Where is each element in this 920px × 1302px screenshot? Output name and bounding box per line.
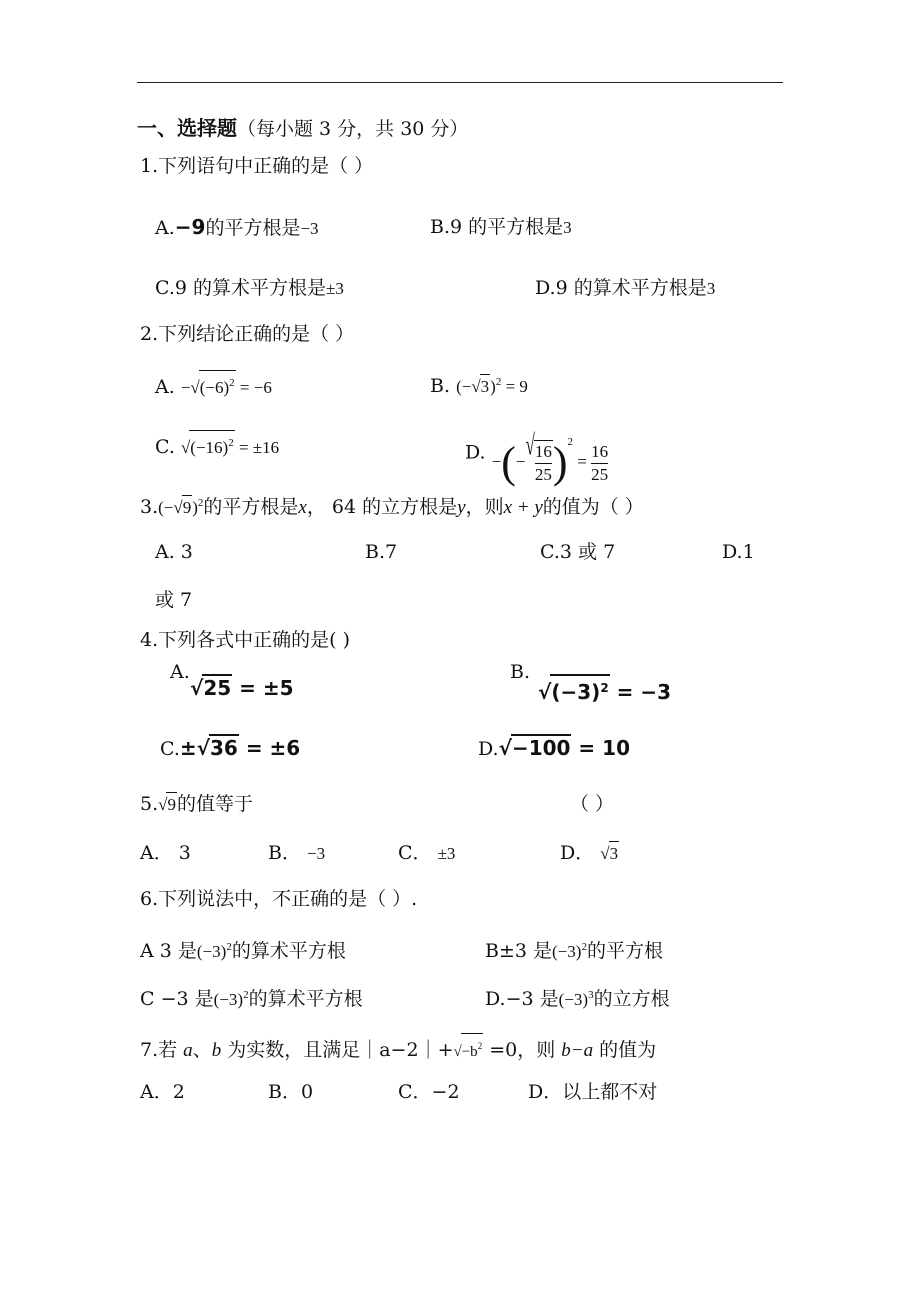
section-heading [137, 116, 468, 141]
q3-option-d: D.1 [722, 541, 755, 563]
q2-a-math: $-√(-6)^2 = -6$ [181, 378, 272, 397]
q4-option-c: C.±√36 = ±6 [160, 736, 301, 760]
q6-option-b: B±3 是$(-3)^2$的平方根 [485, 940, 663, 962]
q1-option-b: B.9 的平方根是3 [430, 216, 572, 238]
q7-option-c: C．−2 [398, 1081, 460, 1103]
q1-option-c: C.9 的算术平方根是±3 [155, 277, 344, 299]
q7-radical: $√-b^2$ [453, 1044, 483, 1060]
q1-stem: 1.下列语句中正确的是（ ） [140, 155, 374, 177]
q6-option-d: D.−3 是$(-3)^3$的立方根 [485, 988, 670, 1010]
q7-option-b: B．0 [268, 1081, 314, 1103]
q1-option-a: A.−9的平方根是−3 [155, 215, 319, 239]
section-note: （每小题 3 分，共 30 分） [237, 118, 469, 140]
q1-a-expr: −9 [174, 215, 206, 239]
q4-option-b-label: B. [510, 661, 531, 683]
q4-option-a: √25 = ±5 [190, 676, 294, 700]
q4-stem: 4.下列各式中正确的是( ) [140, 629, 350, 651]
q3-option-a: A. 3 [155, 541, 193, 563]
q5-answer-paren: （ ） [570, 793, 615, 815]
q4-option-a-label: A. [170, 661, 190, 683]
q4-option-b: $√(-3)^2 = -3$ [538, 674, 671, 705]
q2-stem: 2.下列结论正确的是（ ） [140, 323, 355, 345]
header-rule [137, 82, 783, 83]
q2-option-a: A. $-√(-6)^2 = -6$ [155, 370, 272, 400]
q7-option-d: D．以上都不对 [528, 1081, 658, 1103]
q6-option-a: A 3 是$(-3)^2$的算术平方根 [140, 940, 346, 962]
section-title: 一、选择题 [137, 116, 237, 140]
q5-option-d: D． √3 [560, 842, 619, 864]
q2-option-c: C. $√(-16)^2 = \pm 16$ [155, 430, 279, 460]
q1-option-d: D.9 的算术平方根是3 [535, 277, 716, 299]
q3-option-d-cont: 或 7 [155, 589, 193, 611]
q5-option-a: A． 3 [140, 842, 191, 864]
q7-stem: 7.若 a、b 为实数，且满足$|a-2|+√-b^2 =0$，则 b−a 的值为 [140, 1033, 656, 1064]
q6-option-c: C −3 是$(-3)^2$的算术平方根 [140, 988, 363, 1010]
q7-option-a: A．2 [140, 1081, 185, 1103]
q3-expr: $(-√9)^2$ [158, 498, 203, 517]
q5-option-b: B． −3 [268, 842, 326, 864]
q2-option-b: B. $(-√3)^2 = 9$ [430, 375, 528, 397]
q4-option-d: D.√−100 = 10 [478, 736, 630, 760]
q2-c-math: $√(-16)^2 = \pm 16$ [181, 438, 279, 457]
q3-option-b: B.7 [365, 541, 398, 563]
q5-option-c: C． ±3 [398, 842, 456, 864]
q2-d-math: −(−√ $\frac{16}{25}$ )$^2$ = $\frac{16}{25}$ [491, 428, 609, 488]
q6-stem: 6.下列说法中，不正确的是（ ）. [140, 888, 418, 910]
q2-b-math: $(-√3)^2 = 9$ [456, 377, 528, 396]
q3-option-c: C.3 或 7 [540, 541, 616, 563]
q5-stem: 5.√9的值等于 [140, 793, 253, 815]
q2-option-d: D. −(−√ $\frac{16}{25}$ )$^2$ = $\frac{16}{25}$ [465, 428, 609, 488]
q3-stem: $3.(-√9)^2$的平方根是x， 64 的立方根是y，则x + y的值为（ ） [140, 496, 644, 518]
